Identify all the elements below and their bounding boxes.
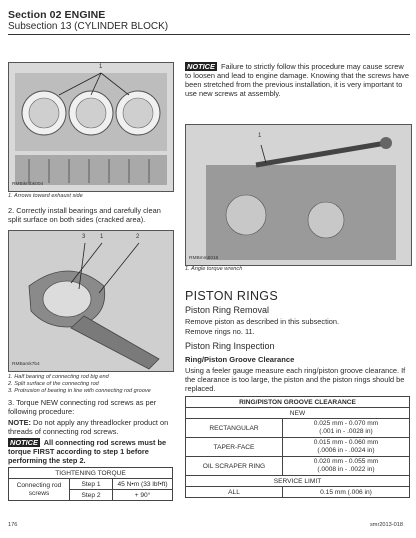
cylinder-block-figure [8,62,174,192]
heading-ring-removal: Piston Ring Removal [185,305,270,315]
clearance-row-value-mm: 0.015 mm - 0.060 mm [313,439,379,446]
clearance-row-value [283,438,410,457]
groove-clearance-table [185,396,410,498]
torque-value-2: + 90° [113,490,173,501]
clearance-row-value-mm: 0.025 mm - 0.070 mm [313,420,379,427]
fig2-code: RMBamk7b4 [12,362,40,367]
clearance-table-title: RING/PISTON GROOVE CLEARANCE [186,397,410,408]
note-paragraph [8,418,174,436]
heading-groove-clearance: Ring/Piston Groove Clearance [185,355,295,364]
left-notice-text: All connecting rod screws must be torque FIRST according to step 1 before performing the step 2. [8,438,167,465]
fig2-callout-3: 3 [82,234,86,240]
torque-table-title: TIGHTENING TORQUE [9,468,173,479]
connecting-rod-figure [8,230,174,372]
fig2-caption-3: 3. Protrusion of bearing in line with connecting rod groove [8,388,151,394]
fig1-callout: 1 [99,64,103,70]
right-notice-text: Failure to strictly follow this procedure may cause screw to loosen and lead to engine damage. Knowing that the screws have been stretched from the previous installation, it is very important to use new screws at assembly. [185,62,409,98]
torque-wrench-figure [185,124,412,266]
clearance-all-value: 0.15 mm (.006 in) [283,487,410,498]
torque-wrench-illustration [186,125,411,265]
document-code: smr2013-018 [370,522,403,528]
fig1-code: RMBikmbk004 [12,182,44,187]
subsection-title: Subsection 13 (CYLINDER BLOCK) [8,21,169,32]
fig3-code: RMBmm5016 [189,256,219,261]
cylinder-block-illustration [9,63,173,191]
torque-step-2: Step 2 [70,490,113,501]
groove-text: Using a feeler gauge measure each ring/piston groove clearance. If the clearance is too large, the piston and the piston rings should be replaced. [185,366,406,393]
torque-row-label: Connecting rod screws [9,479,70,501]
clearance-row-value-in: (.001 in - .0028 in) [319,428,373,435]
connecting-rod-illustration [9,231,173,371]
torque-step-1: Step 1 [70,479,113,490]
note-text: Do not apply any threadlocker product on threads of connecting rod screws. [8,418,169,436]
clearance-row-value [283,419,410,438]
clearance-row-value-in: (.0006 in - .0024 in) [317,447,375,454]
clearance-row-value-mm: 0.020 mm - 0.055 mm [313,458,379,465]
fig2-callout-1: 1 [100,234,104,240]
removal-text: Remove piston as described in this subsection. [185,317,340,326]
fig1-caption: 1. Arrows toward exhaust side [8,193,83,199]
removal-text-2: Remove rings no. 11. [185,327,255,336]
clearance-row-name: TAPER-FACE [186,438,283,457]
heading-piston-rings: PISTON RINGS [185,289,278,303]
right-notice-badge: NOTICE [187,62,215,71]
tightening-torque-table [8,467,173,501]
clearance-row-value-in: (.0008 in - .0022 in) [317,466,375,473]
section-title: Section 02 ENGINE [8,9,106,21]
torque-value-1: 45 N•m (33 lbf•ft) [113,479,173,490]
clearance-row-name: RECTANGULAR [186,419,283,438]
header-rule [8,34,410,35]
step-3-text: 3. Torque NEW connecting rod screws as per following procedure: [8,398,157,416]
clearance-row-value [283,457,410,476]
heading-ring-inspection: Piston Ring Inspection [185,341,275,351]
page-number: 176 [8,522,18,528]
fig2-caption-1: 1. Half bearing of connecting rod big end [8,374,109,380]
step-2-text: 2. Correctly install bearings and carefully clean split surface on both sides (cracked area). [8,206,161,224]
clearance-row-name: OIL SCRAPER RING [186,457,283,476]
notice-badge: NOTICE [10,438,38,447]
note-label: NOTE: [8,418,31,427]
fig3-caption: 1. Angle torque wrench [185,266,243,272]
right-notice-paragraph [185,62,410,98]
clearance-service-label: SERVICE LIMIT [186,476,410,487]
clearance-all-label: ALL [186,487,283,498]
clearance-new-label: NEW [186,408,410,419]
fig2-caption-2: 2. Split surface of the connecting rod [8,381,99,387]
fig2-callout-2: 2 [136,234,140,240]
left-notice-paragraph [8,438,174,465]
fig2-captions [8,374,176,395]
fig3-callout: 1 [258,133,262,139]
